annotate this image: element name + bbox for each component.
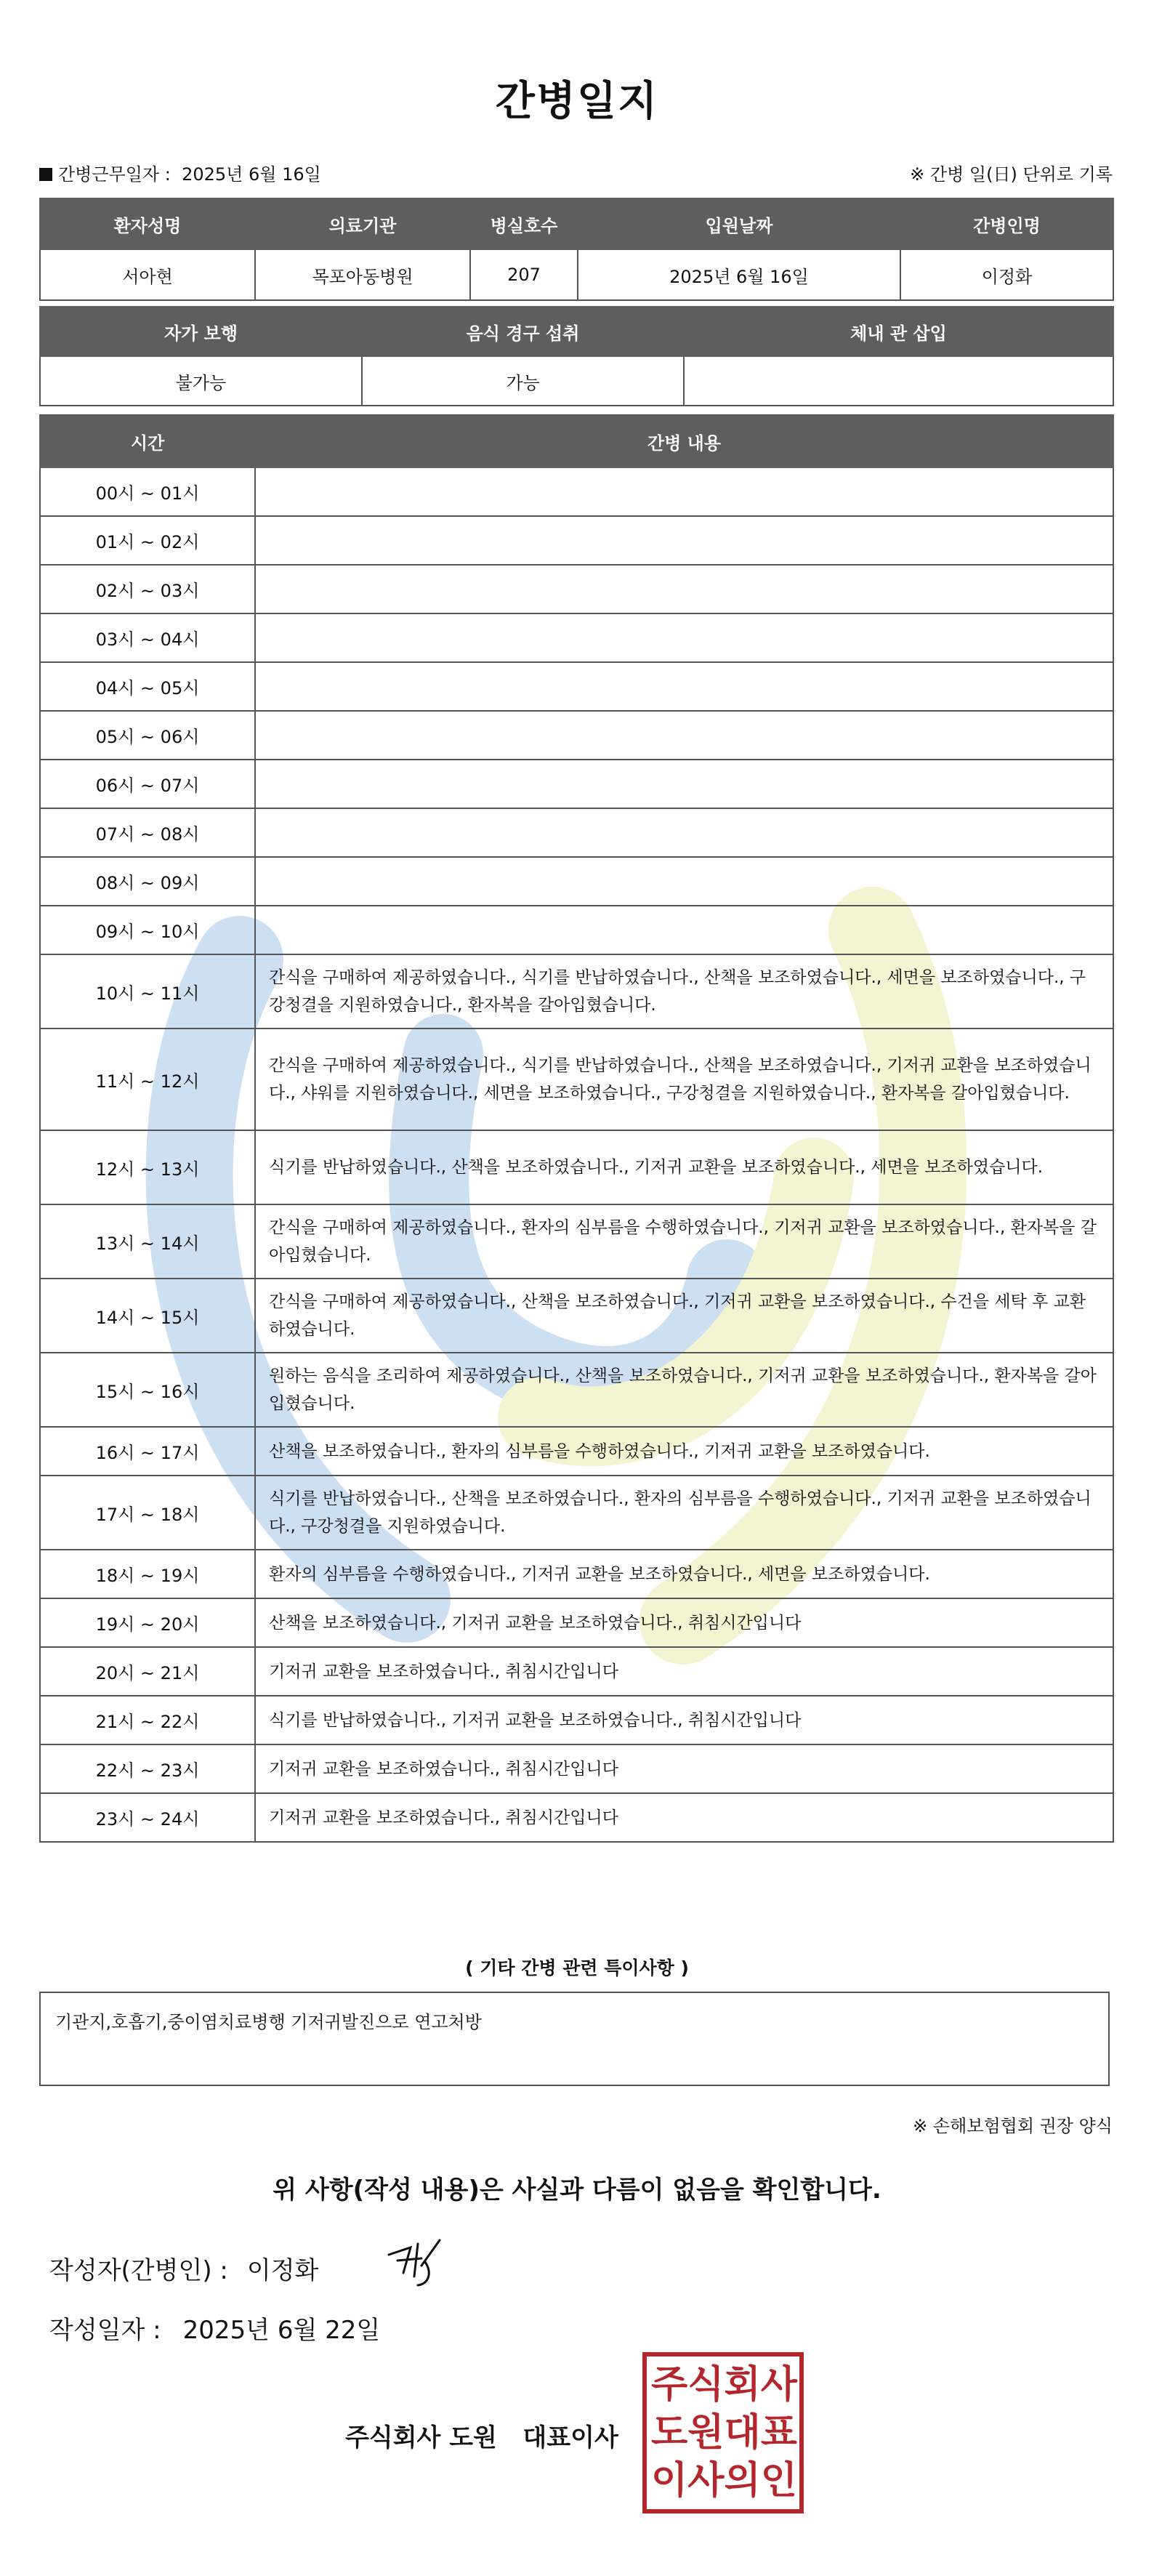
log-content-cell: 식기를 반납하였습니다., 기저귀 교환을 보조하였습니다., 취침시간입니다	[255, 1696, 1113, 1744]
log-content-cell: 식기를 반납하였습니다., 산책을 보조하였습니다., 기저귀 교환을 보조하였습니다., 세면을 보조하였습니다.	[255, 1130, 1113, 1204]
status-header-row	[40, 307, 1113, 356]
log-row	[40, 1427, 1113, 1476]
log-time-cell: 16시 ~ 17시	[40, 1427, 255, 1476]
patient-header-cell: 의료기관	[255, 198, 470, 249]
patient-status-table	[39, 306, 1114, 406]
square-bullet-icon	[39, 168, 52, 181]
log-row	[40, 1647, 1113, 1696]
seal-character: 주	[651, 2363, 688, 2407]
seal-character: 회	[724, 2363, 761, 2407]
log-time-cell: 14시 ~ 15시	[40, 1279, 255, 1353]
seal-character: 사	[760, 2363, 797, 2407]
patient-header-cell: 간병인명	[900, 198, 1113, 249]
log-content-cell: 기저귀 교환을 보조하였습니다., 취침시간입니다	[255, 1744, 1113, 1793]
unit-note: ※ 간병 일(日) 단위로 기록	[910, 164, 1113, 185]
log-time-cell: 01시 ~ 02시	[40, 516, 255, 565]
seal-character: 의	[724, 2459, 761, 2503]
patient-value-cell: 목포아동병원	[255, 249, 470, 300]
work-date-label: 간병근무일자 :	[58, 164, 171, 185]
status-value-cell: 가능	[362, 356, 684, 406]
author-name: 이정화	[246, 2256, 319, 2285]
status-value-cell	[684, 356, 1113, 406]
seal-character: 이	[651, 2459, 688, 2503]
log-row	[40, 1130, 1113, 1204]
log-header-row	[40, 415, 1113, 467]
log-row	[40, 760, 1113, 808]
time-header: 시간	[40, 415, 255, 467]
log-time-cell: 00시 ~ 01시	[40, 467, 255, 516]
log-row	[40, 954, 1113, 1029]
patient-value-cell: 2025년 6월 16일	[578, 249, 900, 300]
log-time-cell: 18시 ~ 19시	[40, 1550, 255, 1598]
log-time-cell: 15시 ~ 16시	[40, 1353, 255, 1427]
patient-value-cell: 207	[470, 249, 578, 300]
log-row	[40, 1204, 1113, 1279]
log-time-cell: 06시 ~ 07시	[40, 760, 255, 808]
work-date-value: 2025년 6월 16일	[182, 164, 321, 185]
patient-header-row	[40, 198, 1113, 249]
log-row	[40, 613, 1113, 662]
log-content-cell	[255, 662, 1113, 711]
log-row	[40, 1476, 1113, 1550]
log-time-cell: 23시 ~ 24시	[40, 1793, 255, 1842]
log-time-cell: 09시 ~ 10시	[40, 906, 255, 954]
seal-character: 사	[687, 2459, 725, 2503]
log-time-cell: 13시 ~ 14시	[40, 1204, 255, 1279]
log-content-cell: 기저귀 교환을 보조하였습니다., 취침시간입니다	[255, 1647, 1113, 1696]
log-content-cell: 간식을 구매하여 제공하였습니다., 식기를 반납하였습니다., 산책을 보조하였습니다., 기저귀 교환을 보조하였습니다., 샤워를 지원하였습니다., 세면을 보조하였습니다., 구강청결을 지원하였습니다., 환자복을 갈아입혔습니다.	[255, 1029, 1113, 1130]
patient-value-cell: 서아현	[40, 249, 255, 300]
log-content-cell: 간식을 구매하여 제공하였습니다., 환자의 심부름을 수행하였습니다., 기저귀 교환을 보조하였습니다., 환자복을 갈아입혔습니다.	[255, 1204, 1113, 1279]
log-content-cell	[255, 613, 1113, 662]
company-seal-stamp	[642, 2352, 804, 2513]
written-date-value: 2025년 6월 22일	[182, 2316, 381, 2345]
author-label: 작성자(간병인) :	[49, 2256, 228, 2285]
log-content-cell	[255, 516, 1113, 565]
seal-character: 표	[760, 2411, 797, 2455]
log-time-cell: 04시 ~ 05시	[40, 662, 255, 711]
log-content-cell: 기저귀 교환을 보조하였습니다., 취침시간입니다	[255, 1793, 1113, 1842]
log-content-cell	[255, 808, 1113, 857]
status-value-row	[40, 356, 1113, 406]
seal-character: 인	[760, 2459, 797, 2503]
log-row	[40, 1744, 1113, 1793]
patient-header-cell: 입원날짜	[578, 198, 900, 249]
special-notes-box: 기관지,호흡기,중이염치료병행 기저귀발진으로 연고처방	[39, 1992, 1110, 2086]
log-time-cell: 10시 ~ 11시	[40, 954, 255, 1029]
seal-character: 도	[651, 2411, 688, 2455]
status-header-cell: 음식 경구 섭취	[362, 307, 684, 356]
log-row	[40, 662, 1113, 711]
log-time-cell: 20시 ~ 21시	[40, 1647, 255, 1696]
log-time-cell: 07시 ~ 08시	[40, 808, 255, 857]
log-row	[40, 1598, 1113, 1647]
patient-info-table	[39, 198, 1114, 301]
log-time-cell: 08시 ~ 09시	[40, 857, 255, 906]
log-time-cell: 12시 ~ 13시	[40, 1130, 255, 1204]
log-time-cell: 02시 ~ 03시	[40, 565, 255, 613]
log-time-cell: 22시 ~ 23시	[40, 1744, 255, 1793]
log-content-cell: 원하는 음식을 조리하여 제공하였습니다., 산책을 보조하였습니다., 기저귀 교환을 보조하였습니다., 환자복을 갈아입혔습니다.	[255, 1353, 1113, 1427]
log-time-cell: 11시 ~ 12시	[40, 1029, 255, 1130]
log-row	[40, 857, 1113, 906]
log-row	[40, 1353, 1113, 1427]
patient-header-cell: 병실호수	[470, 198, 578, 249]
form-footnote: ※ 손해보험협회 권장 양식	[913, 2116, 1113, 2136]
seal-character: 원	[687, 2411, 725, 2455]
log-row	[40, 906, 1113, 954]
log-content-cell	[255, 760, 1113, 808]
log-row	[40, 565, 1113, 613]
log-row	[40, 808, 1113, 857]
status-header-cell: 체내 관 삽입	[684, 307, 1113, 356]
log-content-cell: 간식을 구매하여 제공하였습니다., 식기를 반납하였습니다., 산책을 보조하였습니다., 세면을 보조하였습니다., 구강청결을 지원하였습니다., 환자복을 갈아입혔습니다.	[255, 954, 1113, 1029]
log-row	[40, 711, 1113, 760]
care-log-table	[39, 414, 1114, 1843]
status-value-cell: 불가능	[40, 356, 362, 406]
log-content-cell: 식기를 반납하였습니다., 산책을 보조하였습니다., 환자의 심부름을 수행하였습니다., 기저귀 교환을 보조하였습니다., 구강청결을 지원하였습니다.	[255, 1476, 1113, 1550]
written-date-label: 작성일자 :	[49, 2316, 161, 2345]
log-content-cell	[255, 467, 1113, 516]
log-row	[40, 1029, 1113, 1130]
special-notes-title: ( 기타 간병 관련 특이사항 )	[465, 1957, 689, 1979]
log-row	[40, 1696, 1113, 1744]
log-content-cell: 환자의 심부름을 수행하였습니다., 기저귀 교환을 보조하였습니다., 세면을 보조하였습니다.	[255, 1550, 1113, 1598]
log-content-cell: 산책을 보조하였습니다., 기저귀 교환을 보조하였습니다., 취침시간입니다	[255, 1598, 1113, 1647]
log-content-cell	[255, 565, 1113, 613]
log-content-cell: 산책을 보조하였습니다., 환자의 심부름을 수행하였습니다., 기저귀 교환을 보조하였습니다.	[255, 1427, 1113, 1476]
log-content-cell	[255, 906, 1113, 954]
company-representative: 주식회사 도원 대표이사	[345, 2423, 618, 2452]
log-time-cell: 21시 ~ 22시	[40, 1696, 255, 1744]
log-time-cell: 05시 ~ 06시	[40, 711, 255, 760]
log-time-cell: 19시 ~ 20시	[40, 1598, 255, 1647]
log-row	[40, 516, 1113, 565]
patient-value-cell: 이정화	[900, 249, 1113, 300]
author-line	[49, 2250, 318, 2286]
log-content-cell	[255, 857, 1113, 906]
log-row	[40, 467, 1113, 516]
log-row	[40, 1550, 1113, 1598]
patient-value-row	[40, 249, 1113, 300]
document-title: 간병일지	[495, 78, 659, 125]
log-time-cell: 03시 ~ 04시	[40, 613, 255, 662]
written-date-line	[49, 2310, 380, 2346]
status-header-cell: 자가 보행	[40, 307, 362, 356]
log-content-cell: 간식을 구매하여 제공하였습니다., 산책을 보조하였습니다., 기저귀 교환을 보조하였습니다., 수건을 세탁 후 교환하였습니다.	[255, 1279, 1113, 1353]
confirmation-statement: 위 사항(작성 내용)은 사실과 다름이 없음을 확인합니다.	[273, 2175, 881, 2205]
log-row	[40, 1793, 1113, 1842]
work-date	[39, 160, 321, 185]
log-row	[40, 1279, 1113, 1353]
seal-character: 대	[724, 2411, 761, 2455]
log-content-cell	[255, 711, 1113, 760]
log-time-cell: 17시 ~ 18시	[40, 1476, 255, 1550]
content-header: 간병 내용	[255, 415, 1113, 467]
seal-character: 식	[687, 2363, 725, 2407]
handwritten-signature-icon	[382, 2233, 447, 2291]
patient-header-cell: 환자성명	[40, 198, 255, 249]
